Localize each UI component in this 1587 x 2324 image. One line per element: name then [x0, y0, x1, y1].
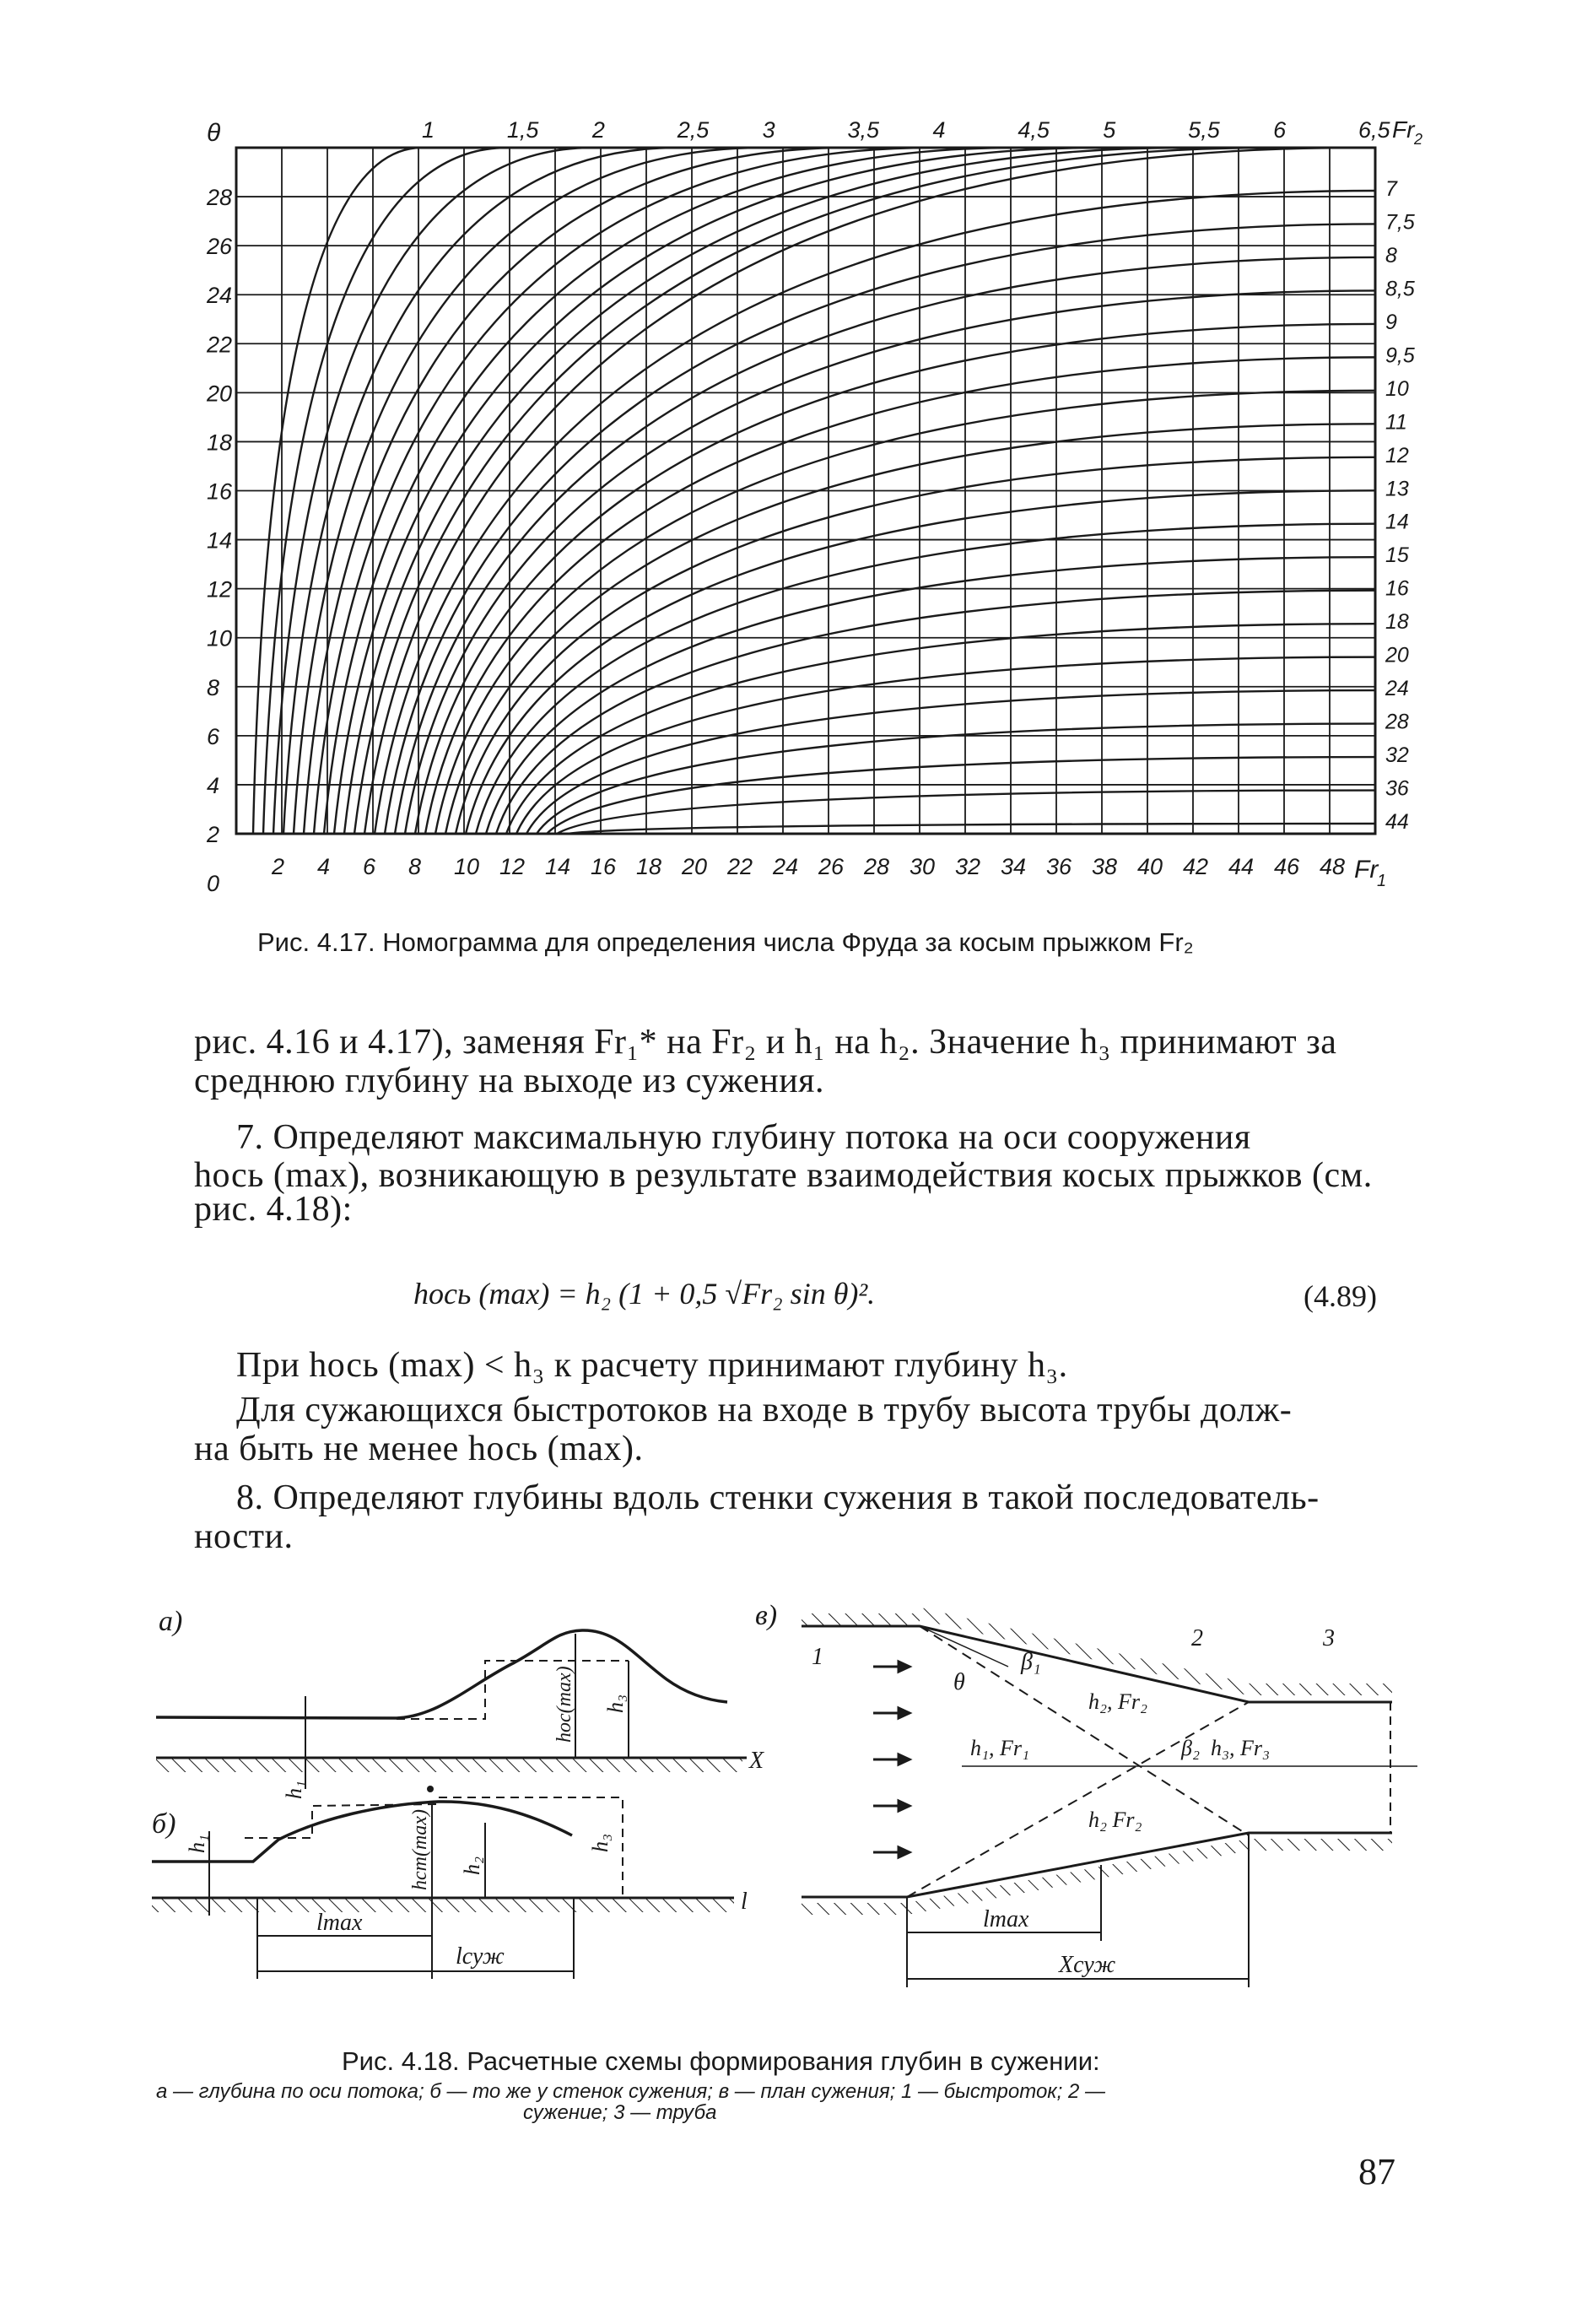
top-fr2-label: 3: [762, 117, 775, 143]
right-fr2-label: 44: [1385, 810, 1409, 834]
x-tick-label: 18: [636, 854, 662, 879]
label-lszh: lсуж: [456, 1943, 505, 1970]
top-fr2-label: 3,5: [847, 117, 880, 143]
paragraph-line: рис. 4.18):: [194, 1190, 353, 1229]
right-fr2-label: 8,5: [1385, 277, 1415, 301]
label-h3-b: h₃: [588, 1833, 613, 1852]
label-b: б): [152, 1808, 176, 1840]
y-tick-label: 0: [207, 871, 220, 897]
paragraph-line: на быть не менее hось (max).: [194, 1430, 644, 1468]
y-tick-label: 6: [207, 723, 220, 749]
x-tick-label: 30: [910, 854, 936, 879]
y-tick-label: 14: [207, 527, 233, 554]
label-h2fr2-bot: h₂ Fr₂: [1088, 1808, 1142, 1832]
y-tick-label: 12: [207, 576, 233, 603]
paragraph-line: hось (max), возникающую в результате взаимодействия косых прыжков (см.: [194, 1156, 1373, 1195]
top-bank-hatch: [802, 1613, 920, 1625]
label-x: X: [749, 1748, 764, 1774]
right-fr2-label: 7: [1385, 177, 1397, 201]
y-tick-label: 4: [207, 772, 220, 798]
top-fr2-label: 2: [591, 117, 605, 143]
bottom-wall-hatch-line: [802, 1845, 1392, 1909]
label-h3-a: h₃: [603, 1694, 628, 1713]
bed-hatch-a: [156, 1759, 742, 1772]
x-tick-label: 40: [1137, 854, 1163, 879]
x-tick-label: 2: [272, 854, 285, 879]
x-tick-label: 44: [1228, 854, 1255, 879]
right-fr2-label: 9,5: [1385, 343, 1415, 368]
top-fr2-label: 1: [422, 117, 435, 143]
x-tick-label: 38: [1092, 854, 1118, 879]
fr2-curve: [425, 357, 1375, 834]
x-tick-label: 46: [1274, 854, 1300, 879]
label-h1fr1: h₁, Fr₁: [970, 1736, 1030, 1760]
label-xszh: Xсуж: [1059, 1952, 1116, 1978]
label-n1: 1: [812, 1644, 823, 1670]
figure-4-18-legend-line-2: сужение; 3 — труба: [523, 2101, 717, 2124]
y-tick-label: 26: [207, 234, 233, 260]
right-fr2-label: 10: [1385, 376, 1409, 401]
fr2-curve: [567, 824, 1375, 834]
nomogram-labels: [206, 116, 1422, 896]
top-fr2-label: 6,5: [1358, 117, 1390, 143]
fr2-curve: [506, 624, 1375, 834]
y-tick-label: 16: [207, 478, 233, 505]
top-fr2-label: 1,5: [506, 117, 539, 143]
figure-4-17-caption: Рис. 4.17. Номограмма для определения числа Фруда за косым прыжком Fr₂: [257, 927, 1194, 957]
x-tick-label: 8: [408, 854, 422, 879]
fr2-curve: [445, 424, 1375, 834]
fr2-curve: [557, 791, 1375, 834]
right-fr2-label: 9: [1385, 310, 1397, 334]
paragraph-line: среднюю глубину на выходе из сужения.: [194, 1062, 824, 1100]
fr2-curve: [486, 557, 1375, 834]
x-tick-label: 12: [499, 854, 526, 879]
label-lmax-b: lmax: [316, 1910, 363, 1936]
shock-wave-2: [907, 1702, 1249, 1897]
top-fr2-label: 2,5: [677, 117, 710, 143]
label-h1-a: h₁: [282, 1780, 306, 1799]
formula-number: (4.89): [1304, 1279, 1377, 1313]
label-v: в): [755, 1600, 778, 1631]
right-fr2-label: 16: [1385, 576, 1409, 601]
x-tick-label: 32: [955, 854, 981, 879]
x-tick-label: 10: [454, 854, 480, 879]
label-n3: 3: [1323, 1625, 1335, 1651]
paragraph-line: рис. 4.16 и 4.17), заменяя Fr₁* на Fr₂ и h₁ на h₂. Значение h₃ принимают за: [194, 1023, 1337, 1062]
right-fr2-label: 15: [1385, 543, 1409, 568]
x-tick-label: 20: [682, 854, 708, 879]
fr2-axis-label: Fr: [1392, 116, 1415, 143]
right-fr2-label: 8: [1385, 243, 1397, 268]
y-tick-label: 22: [207, 332, 233, 358]
label-theta: θ: [953, 1669, 965, 1695]
x-tick-label: 4: [317, 854, 331, 879]
top-fr2-label: 4,5: [1018, 117, 1050, 143]
label-n2: 2: [1191, 1625, 1203, 1651]
x-tick-label: 16: [591, 854, 617, 879]
right-fr2-label: 24: [1385, 677, 1409, 701]
label-lmax-v: lmax: [983, 1906, 1029, 1932]
paragraph-line: При hось (max) < h₃ к расчету принимают глубину h₃.: [236, 1346, 1068, 1385]
x-tick-label: 24: [773, 854, 799, 879]
bed-hatch-b: [152, 1899, 734, 1912]
x-tick-label: 34: [1001, 854, 1027, 879]
label-beta1: β₁: [1021, 1649, 1041, 1675]
right-fr2-label: 36: [1385, 776, 1409, 801]
flow-arrows: [873, 1662, 910, 1857]
x-tick-label: 14: [545, 854, 571, 879]
x-axis-label-sub: 1: [1377, 872, 1387, 890]
right-fr2-label: 20: [1385, 643, 1409, 667]
y-tick-label: 20: [207, 381, 233, 407]
nomogram-figure: [0, 0, 1587, 928]
y-tick-label: 28: [207, 185, 233, 211]
y-tick-label: 18: [207, 430, 233, 456]
formula-4-89: hось (max) = h₂ (1 + 0,5 √Fr₂ sin θ)².: [413, 1277, 876, 1311]
right-fr2-label: 12: [1385, 443, 1409, 468]
figure-4-18-caption: Рис. 4.18. Расчетные схемы формирования глубин в сужении:: [342, 2046, 1100, 2076]
fr2-curve: [537, 724, 1375, 834]
panel-b: [152, 1797, 734, 1979]
top-fr2-label: 5,5: [1188, 117, 1220, 143]
label-l: l: [741, 1889, 748, 1915]
paragraph-line: Для сужающихся быстротоков на входе в трубу высота трубы долж-: [236, 1391, 1293, 1430]
water-surface-a: [156, 1630, 727, 1718]
label-hst-max: hст(max): [409, 1809, 431, 1890]
paragraph-line: 7. Определяют максимальную глубину потока на оси сооружения: [236, 1118, 1251, 1157]
figure-4-18: [0, 1578, 1587, 2051]
y-axis-label: θ: [207, 119, 221, 147]
fr2-curve: [516, 657, 1375, 834]
x-tick-label: 42: [1183, 854, 1209, 879]
top-wall-hatch-line: [920, 1613, 1392, 1689]
x-tick-label: 28: [864, 854, 890, 879]
label-h2fr2-top: h₂, Fr₂: [1088, 1689, 1148, 1714]
right-fr2-label: 11: [1385, 410, 1407, 435]
y-tick-label: 8: [207, 674, 220, 700]
x-tick-label: 48: [1320, 854, 1346, 879]
right-fr2-label: 7,5: [1385, 210, 1415, 235]
y-tick-label: 24: [207, 283, 233, 309]
right-fr2-label: 14: [1385, 510, 1409, 534]
figure-4-18-legend-line-1: а — глубина по оси потока; б — то же у стенок сужения; в — план сужения; 1 — быстроток; 2 —: [156, 2080, 1105, 2103]
label-a: a): [159, 1606, 183, 1637]
x-tick-label: 6: [363, 854, 376, 879]
right-fr2-label: 32: [1385, 743, 1409, 768]
paragraph-line: 8. Определяют глубины вдоль стенки сужения в такой последователь-: [236, 1478, 1320, 1517]
label-hos-max: hос(max): [553, 1666, 575, 1743]
dashed-steps-b: [245, 1797, 623, 1899]
x-axis-label: Fr: [1354, 856, 1379, 884]
right-fr2-label: 18: [1385, 610, 1409, 635]
x-tick-label: 36: [1046, 854, 1072, 879]
right-fr2-label: 13: [1385, 477, 1409, 501]
label-h3fr3: h₃, Fr₃: [1211, 1736, 1271, 1760]
top-fr2-label: 6: [1273, 117, 1287, 143]
panel-v: [802, 1613, 1417, 1987]
page-number: 87: [1358, 2151, 1395, 2192]
top-fr2-label: 5: [1103, 117, 1116, 143]
x-tick-label: 22: [727, 854, 753, 879]
label-h2-b: h₂: [460, 1856, 484, 1875]
panel-a: [156, 1630, 747, 1789]
max-point-b: [427, 1786, 434, 1792]
y-tick-label: 2: [207, 822, 220, 847]
fr2-axis-label-sub: 2: [1414, 131, 1423, 148]
right-fr2-label: 28: [1385, 710, 1409, 734]
label-beta2-h3: β₂: [1181, 1736, 1200, 1760]
y-tick-label: 10: [207, 625, 233, 651]
top-fr2-label: 4: [932, 117, 946, 143]
label-h1-b: h₁: [185, 1834, 209, 1853]
shock-wave-1: [920, 1626, 1249, 1835]
paragraph-line: ности.: [194, 1517, 294, 1556]
x-tick-label: 26: [818, 854, 845, 879]
water-surface-b: [152, 1802, 572, 1862]
